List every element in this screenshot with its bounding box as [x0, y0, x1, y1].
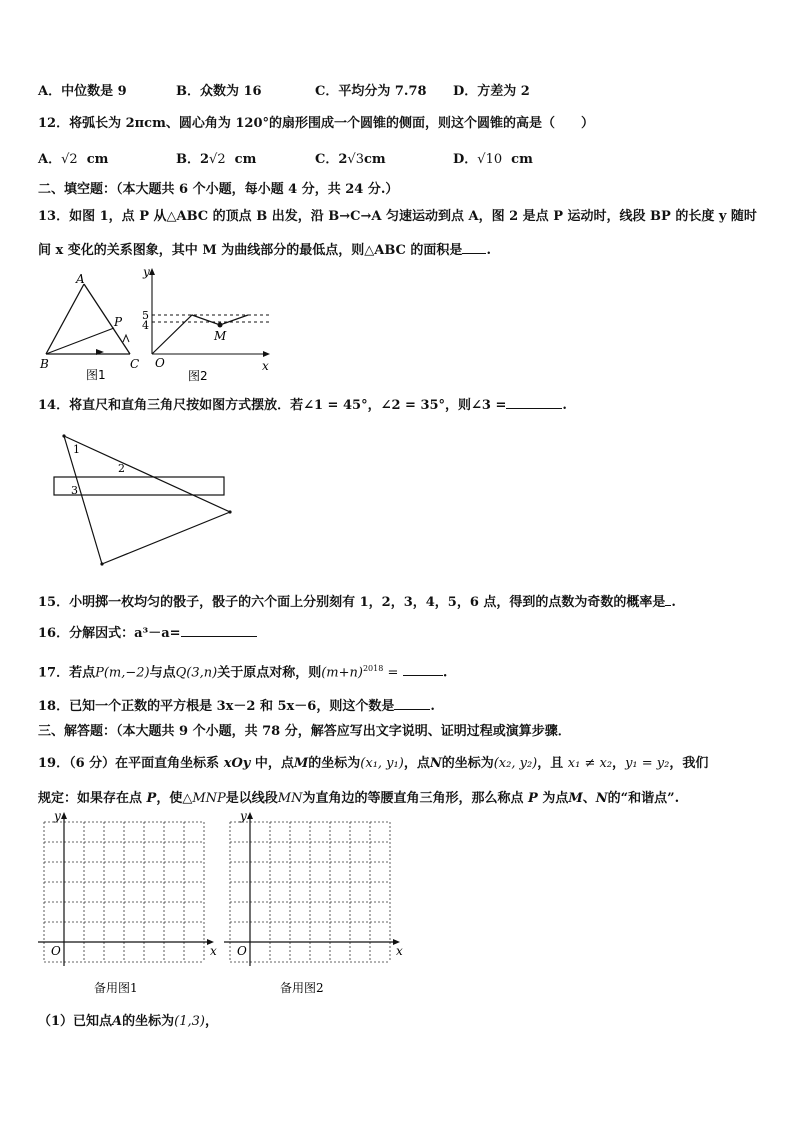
q14-angle-1: 1 — [73, 443, 80, 456]
grid-caption: 备用图1 — [94, 981, 138, 995]
q13-figure-2 — [140, 262, 280, 382]
q11-option-d: D．方差为 2 — [453, 84, 530, 99]
q12-option-d: D．√10 cm — [453, 152, 533, 167]
q15-stem: 15．小明掷一枚均匀的骰子，骰子的六个面上分别刻有 1，2，3，4，5，6 点，得到的点数为奇数的概率是 . — [38, 595, 676, 610]
q16-answer-blank — [181, 624, 257, 637]
grid-label-x: x — [396, 944, 403, 958]
fig2-label-x: x — [262, 359, 269, 373]
q18-stem: 18．已知一个正数的平方根是 3x－2 和 5x－6，则这个数是 . — [38, 699, 435, 714]
q12-option-c: C．2√3cm — [315, 152, 386, 167]
grid-label-origin: O — [237, 944, 247, 958]
q11-option-c: C．平均分为 7.78 — [315, 84, 427, 99]
fig2-tick-4: 4 — [142, 319, 149, 332]
fig2-label-y: y — [143, 265, 150, 279]
q14-answer-blank — [506, 396, 562, 409]
fig1-label-a: A — [76, 272, 85, 286]
grid-label-y: y — [54, 809, 61, 823]
q14-angle-2: 2 — [118, 462, 125, 475]
q19-grid-2 — [222, 809, 403, 1002]
q18-answer-blank — [394, 697, 430, 710]
fig1-label-b: B — [40, 357, 49, 371]
q11-option-b: B．众数为 16 — [176, 84, 262, 99]
fig1-label-c: C — [130, 357, 140, 371]
q11-option-a: A．中位数是 9 — [38, 84, 127, 99]
q13-line-2: 间 x 变化的关系图象，其中 M 为曲线部分的最低点，则△ABC 的面积是 . — [38, 243, 491, 258]
q13-line-1: 13．如图 1，点 P 从△ABC 的顶点 B 出发，沿 B→C→A 匀速运动到点 A，图 2 是点 P 运动时，线段 BP 的长度 y 随时 — [38, 209, 757, 224]
q16-stem: 16．分解因式：a³－a= — [38, 624, 257, 643]
fig2-caption: 图2 — [188, 369, 208, 383]
y-axis-arrow — [247, 812, 253, 819]
fig2-label-m: M — [214, 329, 227, 343]
grid-label-y: y — [240, 809, 247, 823]
q12-option-a: A．√2 cm — [38, 152, 109, 167]
q13-figure-1 — [38, 272, 148, 382]
section-2-heading: 二、填空题：（本大题共 6 个小题，每小题 4 分，共 24 分.） — [38, 182, 399, 197]
q13-answer-blank — [462, 241, 486, 254]
fig1-caption: 图1 — [86, 368, 106, 382]
y-axis-arrow — [61, 812, 67, 819]
fig1-label-p: P — [114, 315, 123, 329]
q19-sub-1: （1）已知点A的坐标为(1,3)， — [38, 1014, 218, 1029]
q12-option-b: B．2√2 cm — [176, 152, 257, 167]
q19-grid-1 — [36, 809, 217, 1002]
q14-angle-3: 3 — [71, 484, 78, 497]
q14-figure — [50, 430, 240, 580]
q19-line-2: 规定：如果存在点 P，使△MNP是以线段MN为直角边的等腰直角三角形，那么称点 P 为点M、N的“和谐点”. — [38, 791, 680, 806]
grid-label-origin: O — [51, 944, 61, 958]
grid-caption: 备用图2 — [280, 981, 324, 995]
fig2-tick-5: 5 — [142, 309, 149, 322]
section-3-heading: 三、解答题：（本大题共 9 个小题，共 78 分，解答应写出文字说明、证明过程或演算步骤． — [38, 724, 571, 739]
grid-label-x: x — [210, 944, 217, 958]
q19-line-1: 19．（6 分）在平面直角坐标系 xOy 中，点M的坐标为(x₁, y₁)，点N的坐标为(x₂, y₂)，且 x₁ ≠ x₂，y₁ = y₂，我们 — [38, 756, 709, 771]
q17-stem: 17．若点P(m,−2)与点Q(3,n)关于原点对称，则$(m+n)^{2018}$ = . — [38, 664, 448, 681]
fig2-label-origin: O — [155, 356, 165, 370]
q12-stem: 12．将弧长为 2πcm、圆心角为 120°的扇形围成一个圆锥的侧面，则这个圆锥的高是（ ） — [38, 116, 595, 131]
q17-answer-blank — [403, 663, 443, 676]
q14-stem: 14．将直尺和直角三角尺按如图方式摆放．若∠1 = 45°，∠2 = 35°，则∠3 = . — [38, 398, 567, 413]
